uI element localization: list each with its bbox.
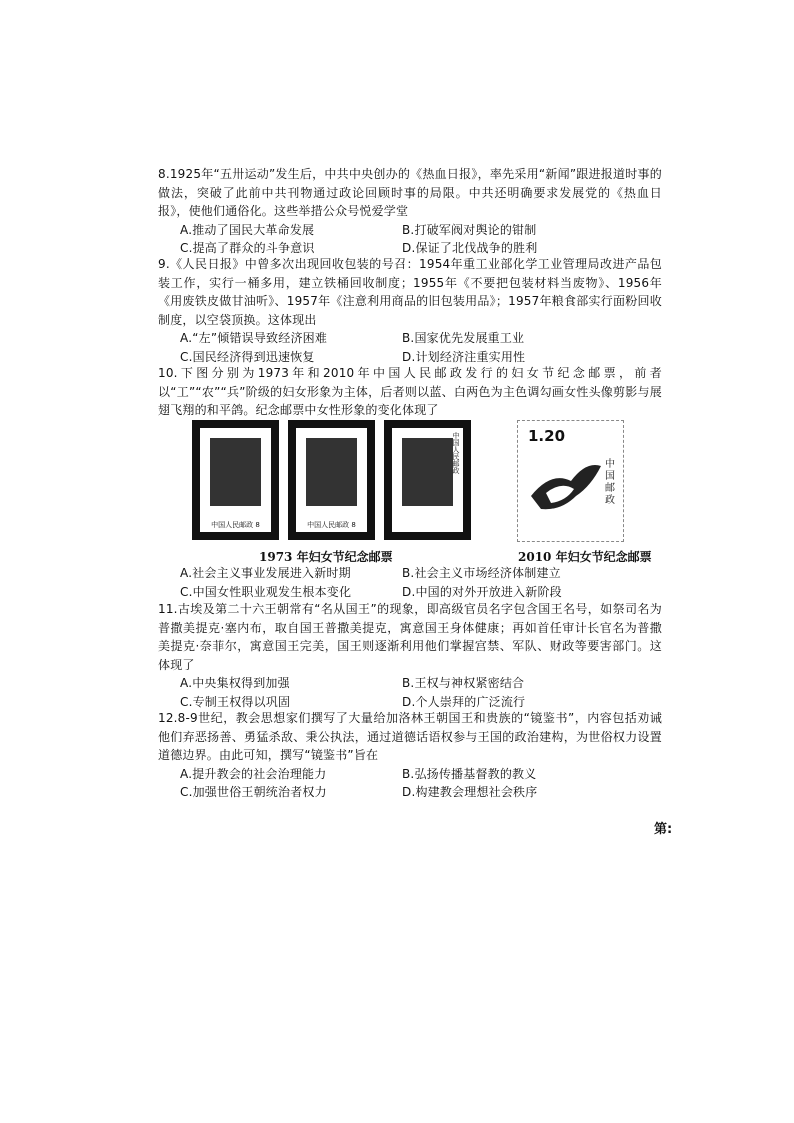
option-a: A.中央集权得到加强	[180, 676, 290, 690]
option-b: B.社会主义市场经济体制建立	[402, 566, 561, 580]
peasant-woman-figure	[306, 438, 357, 506]
option-c: C.国民经济得到迅速恢复	[180, 349, 315, 364]
option-b: B.王权与神权紧密结合	[402, 676, 525, 690]
question-12-options	[180, 765, 662, 802]
question-11-stem: 11.古埃及第二十六王朝常有“名从国王”的现象，即高级官员名字包含国王名号，如祭司名为普撒美提克·塞内布，取自国王普撒美提克，寓意国王身体健康；再如首任审计长官名为普撒美提克·奈菲尔，寓意国王完美，国王则逐渐利用他们掌握宫禁、军队、财政等要害部门。这体现了	[158, 602, 662, 672]
option-d: D.构建教会理想社会秩序	[402, 785, 538, 799]
stamp-2010	[517, 420, 624, 542]
caption-2010-stamp: 2010 年妇女节纪念邮票	[518, 550, 652, 564]
option-c: C.提高了群众的斗争意识	[180, 241, 315, 255]
option-d: D.个人崇拜的广泛流行	[402, 694, 526, 709]
question-9-options	[180, 329, 662, 366]
question-8	[158, 165, 662, 258]
question-9-stem: 9.《人民日报》中曾多次出现回收包装的号召：1954年重工业部化学工业管理局改进产品包装工作，实行一桶多用，建立铁桶回收制度；1955年《不要把包装材料当废物》、1956年《用废铁皮做甘油听》、1957年《注意利用商品的旧包装用品》；1957年粮食部实行面粉回收制度，以空袋顶换。这体现出	[158, 257, 662, 327]
stamp-value: 1.20	[528, 427, 566, 445]
stamp-side-text: 中国邮政	[605, 459, 615, 506]
option-d: D.中国的对外开放进入新阶段	[402, 584, 562, 599]
stamp-1973-peasant	[288, 420, 375, 540]
option-a: A.社会主义事业发展进入新时期	[180, 566, 351, 580]
stamp-1973-worker	[192, 420, 279, 540]
question-9	[158, 255, 662, 366]
question-10-options-block	[158, 564, 662, 601]
stamp-caption: 中国人民邮政 8	[307, 521, 356, 529]
page-number: 第:	[654, 822, 673, 837]
option-b: B.国家优先发展重工业	[402, 331, 525, 345]
option-d: D.保证了北伐战争的胜利	[402, 241, 538, 255]
worker-woman-figure	[210, 438, 261, 506]
option-a: A.“左”倾错误导致经济困难	[180, 331, 328, 345]
option-a: A.推动了国民大革命发展	[180, 222, 315, 237]
stamp-1973-soldier	[384, 420, 471, 540]
question-12	[158, 709, 662, 802]
caption-1973-stamps: 1973 年妇女节纪念邮票	[259, 550, 393, 564]
option-b: B.弘扬传播基督教的教义	[402, 766, 537, 781]
option-b: B.打破军阀对舆论的钳制	[402, 222, 537, 237]
question-11-options	[180, 674, 662, 711]
option-c: C.专制王权得以巩固	[180, 694, 291, 709]
option-a: A.提升教会的社会治理能力	[180, 766, 327, 781]
question-10	[158, 364, 662, 420]
dove-silhouette-icon	[526, 451, 606, 521]
soldier-woman-figure	[402, 438, 453, 506]
stamp-side-text: 中国人民邮政	[452, 432, 460, 474]
option-c: C.加强世俗王朝统治者权力	[180, 785, 327, 799]
option-c: C.中国女性职业观发生根本变化	[180, 584, 352, 599]
question-10-stem: 10.下图分别为1973年和2010年中国人民邮政发行的妇女节纪念邮票，前者以“工”“农”“兵”阶级的妇女形象为主体，后者则以蓝、白两色为主色调勾画女性头像剪影与展翅飞翔的和平鸽。纪念邮票中女性形象的变化体现了	[158, 366, 662, 417]
stamp-caption: 中国人民邮政 8	[211, 521, 260, 529]
question-8-stem: 8.1925年“五卅运动”发生后，中共中央创办的《热血日报》，率先采用“新闻”跟进报道时事的做法，突破了此前中共刊物通过政论回顾时事的局限。中共还明确要求发展党的《热血日报》，使他们通俗化。这些举措公众号悦爱学堂	[158, 167, 662, 218]
option-d: D.计划经济注重实用性	[402, 349, 526, 364]
question-8-options	[180, 221, 662, 258]
question-11	[158, 600, 662, 711]
question-10-options	[180, 564, 662, 601]
question-12-stem: 12.8-9世纪，教会思想家们撰写了大量给加洛林王朝国王和贵族的“镜鉴书”，内容包括劝诫他们弃恶扬善、勇猛杀敌、秉公执法，通过道德话语权参与王国的政治建构，为世俗权力设置道德边界。由此可知，撰写“镜鉴书”旨在	[158, 711, 662, 762]
